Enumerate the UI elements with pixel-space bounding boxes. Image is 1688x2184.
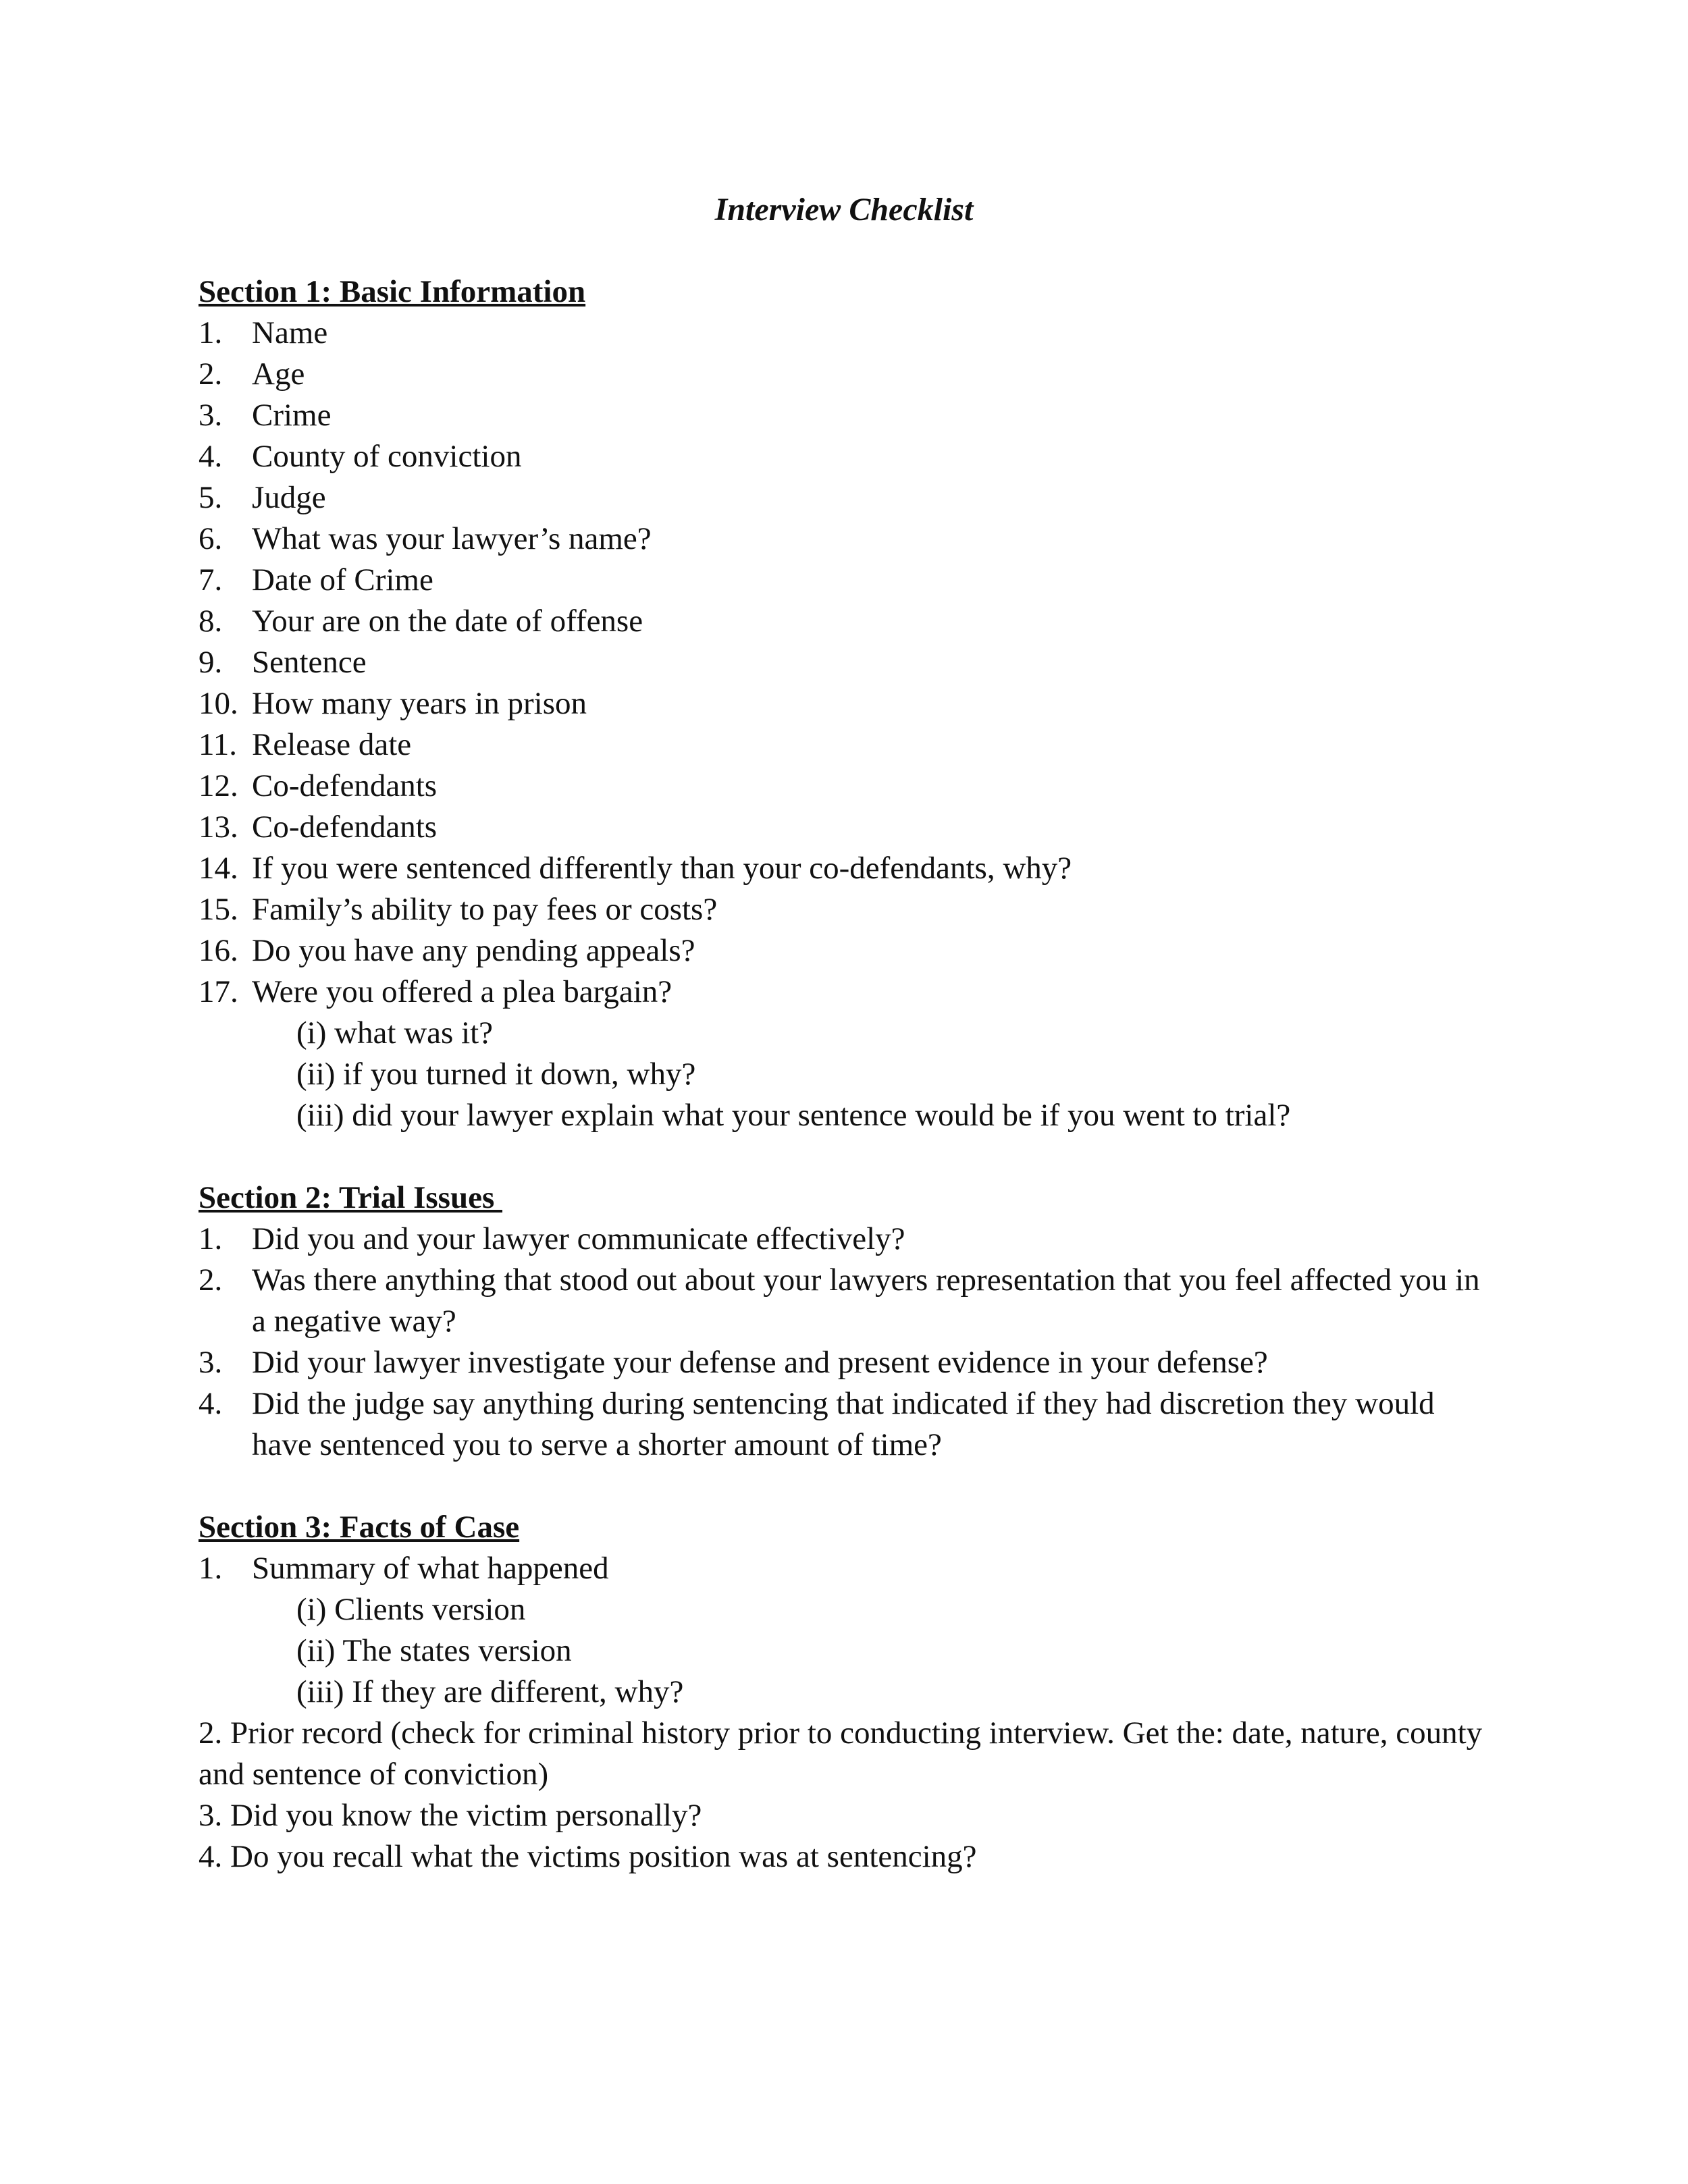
list-item xyxy=(199,395,1502,436)
sub-item: (ii) The states version xyxy=(296,1633,572,1668)
sub-item: (iii) If they are different, why? xyxy=(296,1674,684,1709)
list-item xyxy=(199,354,1502,395)
item-text: What was your lawyer’s name? xyxy=(252,521,652,556)
paragraph-item: 3. Did you know the victim personally? xyxy=(199,1798,702,1833)
item-number: 8. xyxy=(199,604,223,639)
item-number: 3. xyxy=(199,398,223,433)
section-trial-issues xyxy=(199,1177,1502,1466)
list-item xyxy=(199,683,1502,724)
item-number: 16. xyxy=(199,933,238,968)
item-text: Age xyxy=(252,356,305,392)
item-number: 9. xyxy=(199,645,223,680)
item-number: 6. xyxy=(199,521,223,556)
item-text: If you were sentenced differently than your co-defendants, why? xyxy=(252,851,1072,886)
list-item xyxy=(199,1219,1502,1260)
sub-item: (iii) did your lawyer explain what your sentence would be if you went to trial? xyxy=(296,1098,1291,1133)
item-text: Did your lawyer investigate your defense and present evidence in your defense? xyxy=(252,1345,1268,1380)
item-number: 10. xyxy=(199,686,238,721)
list-item xyxy=(199,560,1502,601)
item-text: Co-defendants xyxy=(252,809,438,845)
item-number: 4. xyxy=(199,439,223,474)
item-number: 11. xyxy=(199,727,238,762)
list-item xyxy=(199,477,1502,518)
list-item xyxy=(199,930,1502,971)
item-number: 3. xyxy=(199,1345,223,1380)
list-item xyxy=(199,848,1502,889)
section-heading: Section 3: Facts of Case xyxy=(199,1510,520,1545)
item-number: 13. xyxy=(199,809,238,845)
item-text: Family’s ability to pay fees or costs? xyxy=(252,892,718,927)
list-item xyxy=(199,807,1502,848)
section-basic-information xyxy=(199,271,1502,1136)
item-number: 2. xyxy=(199,356,223,392)
list-item xyxy=(199,766,1502,807)
sub-item: (i) Clients version xyxy=(296,1592,526,1627)
item-number: 1. xyxy=(199,1551,223,1586)
list-item xyxy=(199,724,1502,766)
item-text: Crime xyxy=(252,398,332,433)
list-item xyxy=(199,642,1502,683)
paragraph-item: 2. Prior record (check for criminal history prior to conducting interview. Get the: date, nature, county and sentence of conviction) xyxy=(199,1715,1483,1792)
item-text: Did the judge say anything during sentencing that indicated if they had discretion they would have sentenced you to serve a shorter amount of time? xyxy=(252,1386,1435,1462)
item-number: 17. xyxy=(199,974,238,1009)
item-text: Do you have any pending appeals? xyxy=(252,933,695,968)
list-item xyxy=(199,601,1502,642)
item-number: 7. xyxy=(199,562,223,597)
item-number: 14. xyxy=(199,851,238,886)
section-heading: Section 1: Basic Information xyxy=(199,274,586,309)
item-number: 2. xyxy=(199,1262,223,1298)
list-item xyxy=(199,436,1502,477)
item-text: Co-defendants xyxy=(252,768,438,803)
sub-item: (ii) if you turned it down, why? xyxy=(296,1057,696,1092)
item-text: How many years in prison xyxy=(252,686,587,721)
paragraph-item: 4. Do you recall what the victims position was at sentencing? xyxy=(199,1839,977,1874)
section-heading: Section 2: Trial Issues xyxy=(199,1180,503,1215)
item-text: Was there anything that stood out about your lawyers representation that you feel affected you in a negative way? xyxy=(252,1262,1480,1339)
item-number: 12. xyxy=(199,768,238,803)
sub-item: (i) what was it? xyxy=(296,1015,494,1050)
list-item xyxy=(199,518,1502,560)
item-text: County of conviction xyxy=(252,439,522,474)
item-text: Sentence xyxy=(252,645,367,680)
item-number: 1. xyxy=(199,315,223,350)
item-text: Your are on the date of offense xyxy=(252,604,643,639)
item-text: Date of Crime xyxy=(252,562,433,597)
list-item xyxy=(199,1548,1502,1589)
section-facts-of-case xyxy=(199,1507,1502,1877)
item-number: 15. xyxy=(199,892,238,927)
item-number: 5. xyxy=(199,480,223,515)
item-text: Release date xyxy=(252,727,412,762)
item-number: 4. xyxy=(199,1386,223,1421)
list-item xyxy=(199,1342,1502,1383)
item-text: Judge xyxy=(252,480,326,515)
list-item xyxy=(199,971,1502,1013)
item-text: Summary of what happened xyxy=(252,1551,609,1586)
page-title: Interview Checklist xyxy=(714,192,974,228)
list-item xyxy=(199,889,1502,930)
item-text: Did you and your lawyer communicate effectively? xyxy=(252,1221,905,1256)
list-item xyxy=(199,1260,1502,1342)
item-number: 1. xyxy=(199,1221,223,1256)
item-text: Name xyxy=(252,315,328,350)
list-item xyxy=(199,1383,1502,1466)
document-page xyxy=(199,189,1502,1919)
list-item xyxy=(199,313,1502,354)
item-text: Were you offered a plea bargain? xyxy=(252,974,672,1009)
